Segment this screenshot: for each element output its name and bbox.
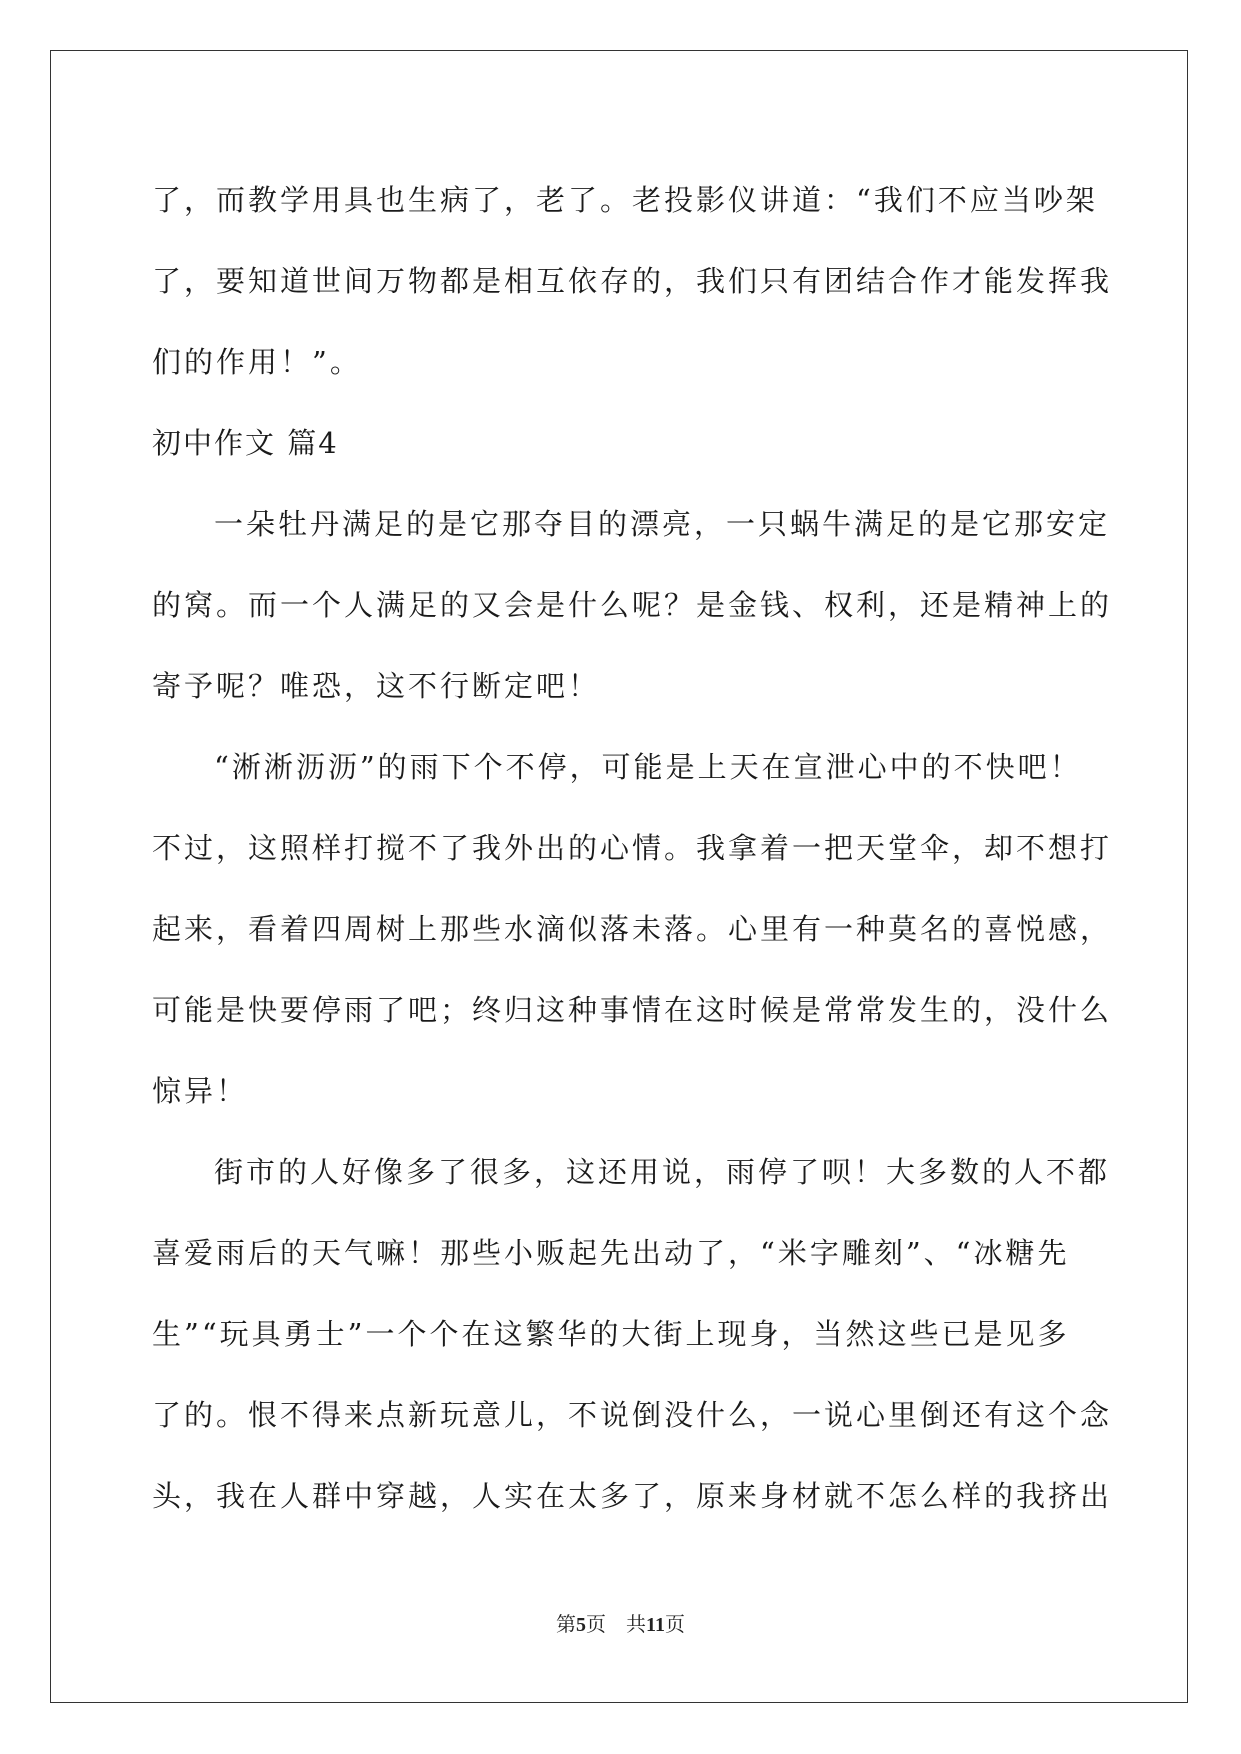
total-page-count: 11 [646,1614,665,1636]
text-line: 了的。恨不得来点新玩意儿，不说倒没什么，一说心里倒还有这个念 [152,1398,1113,1432]
document-body [152,160,1113,1537]
text-line: 寄予呢？唯恐，这不行断定吧！ [152,669,601,703]
text-line: 惊异！ [152,1074,249,1108]
text-line: 的窝。而一个人满足的又会是什么呢？是金钱、权利，还是精神上的 [152,588,1113,622]
footer-mid: 页 共 [586,1612,647,1636]
paragraph [152,160,1113,403]
text-line: 生”“玩具勇士”一个个在这繁华的大街上现身，当然这些已是见多 [152,1317,1070,1351]
text-line: 可能是快要停雨了吧；终归这种事情在这时候是常常发生的，没什么 [152,993,1113,1027]
text-line: 了，而教学用具也生病了，老了。老投影仪讲道：“我们不应当吵架 [152,183,1098,217]
footer-suffix: 页 [664,1612,685,1636]
text-line: 一朵牡丹满足的是它那夺目的漂亮，一只蜗牛满足的是它那安定 [214,507,1111,541]
page-number-footer [0,1608,1241,1637]
text-line: 头，我在人群中穿越，人实在太多了，原来身材就不怎么样的我挤出 [152,1479,1113,1513]
text-line: 街市的人好像多了很多，这还用说，雨停了呗！大多数的人不都 [214,1155,1111,1189]
text-line: 不过，这照样打搅不了我外出的心情。我拿着一把天堂伞，却不想打 [152,831,1113,865]
text-line: 喜爱雨后的天气嘛！那些小贩起先出动了，“米字雕刻”、“冰糖先 [152,1236,1070,1270]
footer-prefix: 第 [556,1612,577,1636]
text-line: 了，要知道世间万物都是相互依存的，我们只有团结合作才能发挥我 [152,264,1113,298]
text-line: 起来，看着四周树上那些水滴似落未落。心里有一种莫名的喜悦感， [152,912,1113,946]
section-heading: 初中作文 篇4 [152,426,339,460]
paragraph [152,1132,1113,1537]
current-page-number: 5 [576,1614,587,1636]
text-line: “淅淅沥沥”的雨下个不停，可能是上天在宣泄心中的不快吧！ [214,750,1082,784]
paragraph [152,727,1113,1132]
paragraph [152,484,1113,727]
text-line: 们的作用！”。 [152,345,362,379]
